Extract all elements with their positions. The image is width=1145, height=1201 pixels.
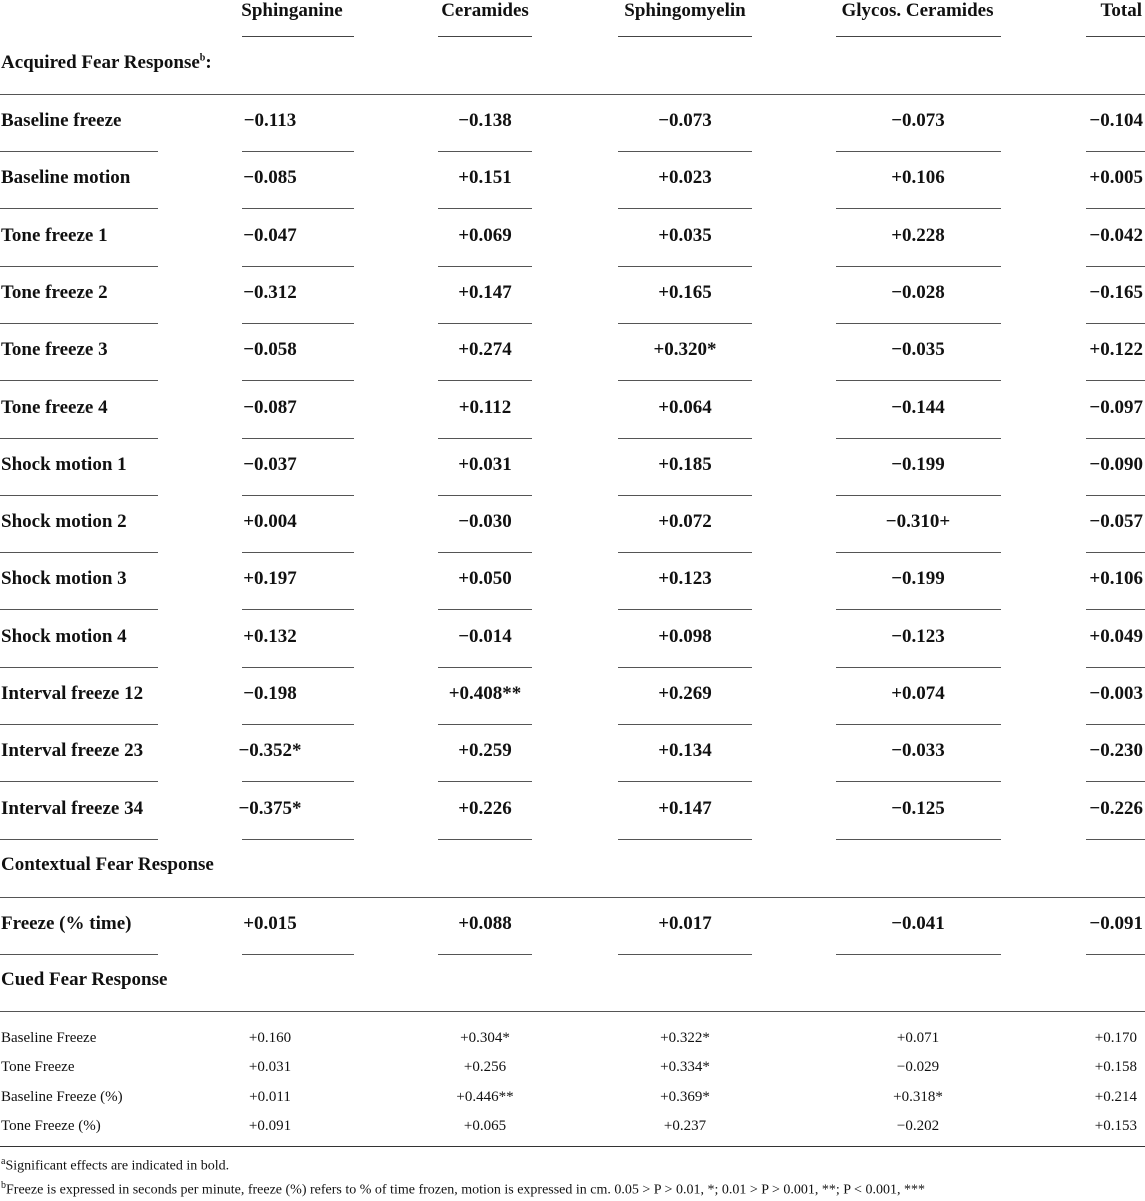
row-value: +0.122 <box>1089 339 1143 361</box>
row-value: −0.003 <box>1089 683 1143 704</box>
row-value: −0.028 <box>891 281 945 303</box>
header-total: Total <box>1100 0 1142 21</box>
row-value: +0.072 <box>658 511 712 533</box>
row-value: +0.320* <box>653 339 717 361</box>
row-value: −0.073 <box>658 110 712 131</box>
row-value: +0.134 <box>658 740 712 762</box>
row-value: +0.147 <box>458 281 512 303</box>
row-value: −0.375* <box>238 797 302 819</box>
row-label: Baseline Freeze <box>1 1030 97 1046</box>
row-value: +0.088 <box>458 913 512 934</box>
row-value: +0.017 <box>658 913 712 934</box>
row-value: −0.312 <box>243 281 297 303</box>
header-ceramides: Ceramides <box>441 0 529 21</box>
row-value: −0.138 <box>458 110 512 131</box>
footnote-a: $^a$Significant effects are indicated in bold. <box>1 1156 230 1174</box>
row-value: +0.106 <box>1089 568 1143 590</box>
row-label: Tone freeze 2 <box>1 281 108 303</box>
row-value: −0.037 <box>243 453 297 475</box>
header-underline <box>1086 36 1145 37</box>
row-value: +0.185 <box>658 453 712 475</box>
row-value: −0.198 <box>243 683 297 704</box>
row-value: −0.014 <box>458 625 512 647</box>
row-value: +0.269 <box>658 683 712 704</box>
table-row <box>0 496 1145 553</box>
row-value: +0.226 <box>458 797 512 819</box>
row-value: −0.042 <box>1089 224 1143 246</box>
row-value: −0.226 <box>1089 797 1143 819</box>
row-value: −0.073 <box>891 110 945 131</box>
section-divider <box>0 1011 1145 1012</box>
row-value: −0.029 <box>896 1059 940 1076</box>
row-value: +0.153 <box>1094 1117 1137 1134</box>
row-value: −0.058 <box>243 339 297 361</box>
row-value: +0.112 <box>458 396 512 418</box>
row-value: +0.304* <box>460 1030 510 1046</box>
row-value: +0.408** <box>448 683 522 704</box>
row-value: +0.228 <box>891 224 945 246</box>
section-title: Acquired Fear Response$^b$: <box>1 52 212 73</box>
row-value: +0.050 <box>458 568 512 590</box>
row-label: Baseline Freeze (%) <box>1 1088 123 1105</box>
table-row <box>0 439 1145 496</box>
row-value: −0.030 <box>458 511 512 533</box>
table-bottom-rule <box>0 1146 1145 1147</box>
table-row <box>0 611 1145 668</box>
row-value: +0.064 <box>658 396 712 418</box>
header-glycos-ceramides: Glycos. Ceramides <box>841 0 994 21</box>
row-value: −0.041 <box>891 913 945 934</box>
table-row <box>0 1112 1145 1141</box>
row-value: +0.005 <box>1089 167 1143 189</box>
row-value: −0.123 <box>891 625 945 647</box>
row-label: Tone freeze 3 <box>1 339 108 361</box>
section-title: Cued Fear Response <box>1 969 168 990</box>
row-value: −0.199 <box>891 453 945 475</box>
row-value: −0.047 <box>243 224 297 246</box>
row-value: −0.165 <box>1089 281 1143 303</box>
table-row <box>0 553 1145 610</box>
row-value: +0.091 <box>248 1117 292 1134</box>
row-value: −0.352* <box>238 740 302 762</box>
row-label: Tone freeze 4 <box>1 396 108 418</box>
row-label: Baseline freeze <box>1 110 122 131</box>
row-value: +0.031 <box>458 453 512 475</box>
row-value: +0.259 <box>458 740 512 762</box>
header-underline <box>242 36 354 37</box>
row-value: +0.023 <box>658 167 712 189</box>
row-value: +0.237 <box>663 1117 707 1134</box>
footnote-b: $^b$Freeze is expressed in seconds per minute, freeze (%) refers to % of time frozen, motion is expressed in cm. 0.05 > P > 0.01, *; 0.01 > P > 0.001, **; P < 0.001, *** <box>1 1180 925 1198</box>
header-sphingomyelin: Sphingomyelin <box>624 0 746 21</box>
row-label: Freeze (% time) <box>1 913 132 934</box>
row-value: −0.199 <box>891 568 945 590</box>
row-value: +0.098 <box>658 625 712 647</box>
row-value: +0.322* <box>660 1030 710 1046</box>
table-row <box>0 152 1145 209</box>
row-value: +0.334* <box>660 1059 710 1076</box>
row-value: +0.031 <box>248 1059 292 1076</box>
table-row <box>0 725 1145 782</box>
table-row <box>0 668 1145 725</box>
header-underline <box>618 36 752 37</box>
table-row <box>0 1053 1145 1082</box>
row-value: +0.151 <box>458 167 512 189</box>
section-acquired <box>0 38 1145 95</box>
table-row <box>0 267 1145 324</box>
row-value: +0.015 <box>243 913 297 934</box>
row-value: +0.318* <box>893 1088 943 1105</box>
row-label: Shock motion 3 <box>1 568 127 590</box>
row-value: +0.160 <box>248 1030 292 1046</box>
row-value: −0.091 <box>1089 913 1143 934</box>
section-contextual <box>0 840 1145 897</box>
header-underline <box>836 36 1001 37</box>
row-value: +0.004 <box>243 511 297 533</box>
row-value: −0.125 <box>891 797 945 819</box>
row-value: +0.071 <box>896 1030 940 1046</box>
row-value: +0.065 <box>463 1117 507 1134</box>
row-value: −0.090 <box>1089 453 1143 475</box>
row-value: +0.446** <box>456 1088 514 1105</box>
row-label: Baseline motion <box>1 167 131 189</box>
row-value: +0.197 <box>243 568 297 590</box>
row-value: −0.087 <box>243 396 297 418</box>
row-value: −0.144 <box>891 396 945 418</box>
row-value: −0.085 <box>243 167 297 189</box>
table-row <box>0 898 1145 955</box>
row-value: +0.132 <box>243 625 297 647</box>
row-value: −0.104 <box>1089 110 1143 131</box>
section-title: Contextual Fear Response <box>1 854 214 875</box>
row-value: −0.035 <box>891 339 945 361</box>
row-label: Tone Freeze (%) <box>1 1117 101 1134</box>
row-value: −0.033 <box>891 740 945 762</box>
row-value: +0.011 <box>249 1088 291 1105</box>
table-header <box>0 0 1145 38</box>
table-row <box>0 1024 1145 1053</box>
row-value: +0.147 <box>658 797 712 819</box>
row-value: +0.123 <box>658 568 712 590</box>
row-value: +0.106 <box>891 167 945 189</box>
row-label: Shock motion 1 <box>1 453 127 475</box>
row-value: +0.369* <box>660 1088 710 1105</box>
row-value: −0.097 <box>1089 396 1143 418</box>
row-value: −0.230 <box>1089 740 1143 762</box>
row-value: +0.074 <box>891 683 945 704</box>
row-value: +0.170 <box>1094 1030 1137 1046</box>
table-row <box>0 382 1145 439</box>
row-value: −0.057 <box>1089 511 1143 533</box>
row-value: +0.256 <box>463 1059 507 1076</box>
table-row <box>0 1083 1145 1112</box>
table-row <box>0 210 1145 267</box>
row-value: +0.214 <box>1094 1088 1137 1105</box>
table-row <box>0 324 1145 381</box>
row-label: Interval freeze 34 <box>1 797 144 819</box>
row-label: Interval freeze 12 <box>1 683 144 704</box>
header-underline <box>438 36 532 37</box>
row-value: +0.069 <box>458 224 512 246</box>
row-value: +0.049 <box>1089 625 1143 647</box>
row-value: +0.158 <box>1094 1059 1137 1076</box>
table-row <box>0 95 1145 152</box>
row-label: Tone Freeze <box>1 1059 75 1076</box>
table-row <box>0 783 1145 840</box>
header-sphinganine: Sphinganine <box>241 0 343 21</box>
row-label: Tone freeze 1 <box>1 224 108 246</box>
row-value: +0.165 <box>658 281 712 303</box>
row-label: Interval freeze 23 <box>1 740 144 762</box>
row-label: Shock motion 2 <box>1 511 127 533</box>
section-cued <box>0 955 1145 1012</box>
row-value: −0.113 <box>243 110 297 131</box>
row-label: Shock motion 4 <box>1 625 127 647</box>
row-value: −0.202 <box>896 1117 940 1134</box>
row-value: +0.035 <box>658 224 712 246</box>
row-value: −0.310+ <box>885 511 951 533</box>
row-value: +0.274 <box>458 339 512 361</box>
